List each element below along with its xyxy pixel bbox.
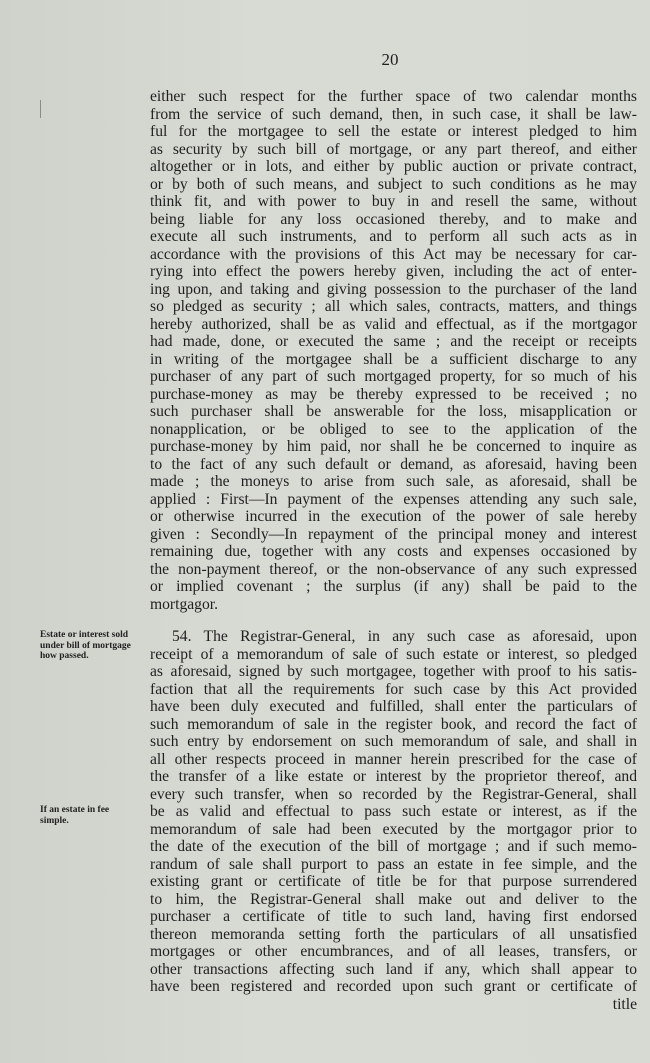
- paragraph-1: [150, 88, 637, 613]
- text-line: think fit, and with power to buy in and resell the same, without: [150, 193, 637, 210]
- text-line: other transactions affecting such land if any, which shall appear to: [150, 960, 637, 978]
- text-line: rying into effect the powers hereby given, including the act of enter-: [150, 263, 637, 280]
- text-line: have been registered and recorded upon such grant or certificate of: [150, 978, 637, 995]
- text-line: randum of sale shall purport to pass an estate in fee simple, and the: [150, 855, 637, 873]
- text-line: purchase-money by him paid, nor shall he be concerned to inquire as: [150, 438, 637, 455]
- text-line: to the fact of any such default or demand, as aforesaid, having been: [150, 455, 637, 473]
- text-line: have been duly executed and fulfilled, shall enter the particulars of: [150, 698, 637, 715]
- text-line: ing upon, and taking and giving possession to the purchaser of the land: [150, 280, 637, 298]
- text-line: faction that all the requirements for such case by this Act provided: [150, 680, 637, 698]
- text-line: execute all such instruments, and to perform all such acts as in: [150, 228, 637, 245]
- text-line: mortgages or other encumbrances, and of all leases, transfers, or: [150, 943, 637, 960]
- text-line: accordance with the provisions of this Act may be necessary for car-: [150, 245, 637, 263]
- text-line: or implied covenant ; the surplus (if any) shall be paid to the: [150, 578, 637, 595]
- text-line: hereby authorized, shall be as valid and effectual, as if the mortgagor: [150, 315, 637, 333]
- catchword: title: [612, 995, 637, 1013]
- margin-mark: [40, 100, 41, 118]
- margin-note-fee-simple: If an estate in fee simple.: [40, 805, 110, 826]
- paragraph-2-section-54: [150, 628, 637, 1013]
- text-line: the transfer of a like estate or interest by the proprietor thereof, and: [150, 768, 637, 785]
- text-line: nonapplication, or be obliged to see to the application of the: [150, 420, 637, 438]
- text-line: such entry by endorsement on such memorandum of sale, and shall in: [150, 733, 637, 750]
- text-line: such purchaser shall be answerable for the loss, misapplication or: [150, 403, 637, 420]
- text-line: as security by such bill of mortgage, or any part thereof, and either: [150, 140, 637, 158]
- text-line: either such respect for the further space of two calendar months: [150, 88, 637, 105]
- text-line: to him, the Registrar-General shall make out and deliver to the: [150, 890, 637, 908]
- text-line: the date of the execution of the bill of mortgage ; and if such memo-: [150, 838, 637, 855]
- text-line: applied : First—In payment of the expenses attending any such sale,: [150, 490, 637, 508]
- text-line: every such transfer, when so recorded by the Registrar-General, shall: [150, 785, 637, 803]
- text-line: had made, done, or executed the same ; and the receipt or receipts: [150, 333, 637, 350]
- text-line: the non-payment thereof, or the non-observance of any such expressed: [150, 560, 637, 578]
- text-line: from the service of such demand, then, in such case, it shall be law-: [150, 105, 637, 123]
- text-line: all other respects proceed in manner herein prescribed for the case of: [150, 750, 637, 768]
- text-line: existing grant or certificate of title be for that purpose surrendered: [150, 873, 637, 890]
- text-line: so pledged as security ; all which sales, contracts, matters, and things: [150, 298, 637, 315]
- text-line: mortgagor.: [150, 595, 218, 613]
- text-line: in writing of the mortgagee shall be a sufficient discharge to any: [150, 350, 637, 368]
- text-line: as aforesaid, signed by such mortgagee, together with proof to his satis-: [150, 663, 637, 680]
- text-line: receipt of a memorandum of sale of such estate or interest, so pledged: [150, 645, 637, 663]
- text-line: purchaser of any part of such mortgaged property, for so much of his: [150, 368, 637, 385]
- text-line: given : Secondly—In repayment of the principal money and interest: [150, 525, 637, 543]
- text-line: being liable for any loss occasioned thereby, and to make and: [150, 210, 637, 228]
- text-line: purchaser a certificate of title to such land, having first endorsed: [150, 908, 637, 925]
- margin-note-estate-sold: Estate or interest sold under bill of mortgage how passed.: [40, 630, 131, 661]
- text-line: altogether or in lots, and either by public auction or private contract,: [150, 158, 637, 175]
- text-line: or otherwise incurred in the execution of the power of sale hereby: [150, 508, 637, 525]
- text-line: or by both of such means, and subject to such conditions as he may: [150, 175, 637, 193]
- text-line: purchase-money as may be thereby expressed to be received ; no: [150, 385, 637, 403]
- text-line: remaining due, together with any costs and expenses occasioned by: [150, 543, 637, 560]
- text-line: 54. The Registrar-General, in any such case as aforesaid, upon: [172, 628, 637, 645]
- text-line: made ; the moneys to arise from such sale, as aforesaid, shall be: [150, 473, 637, 490]
- page-number: 20: [381, 50, 399, 69]
- text-line: be as valid and effectual to pass such estate or interest, as if the: [150, 803, 637, 820]
- text-line: such memorandum of sale in the register book, and record the fact of: [150, 715, 637, 733]
- text-line: memorandum of sale had been executed by the mortgagor prior to: [150, 820, 637, 838]
- text-line: thereon memoranda setting forth the particulars of all unsatisfied: [150, 925, 637, 943]
- text-line: ful for the mortgagee to sell the estate or interest pledged to him: [150, 123, 637, 140]
